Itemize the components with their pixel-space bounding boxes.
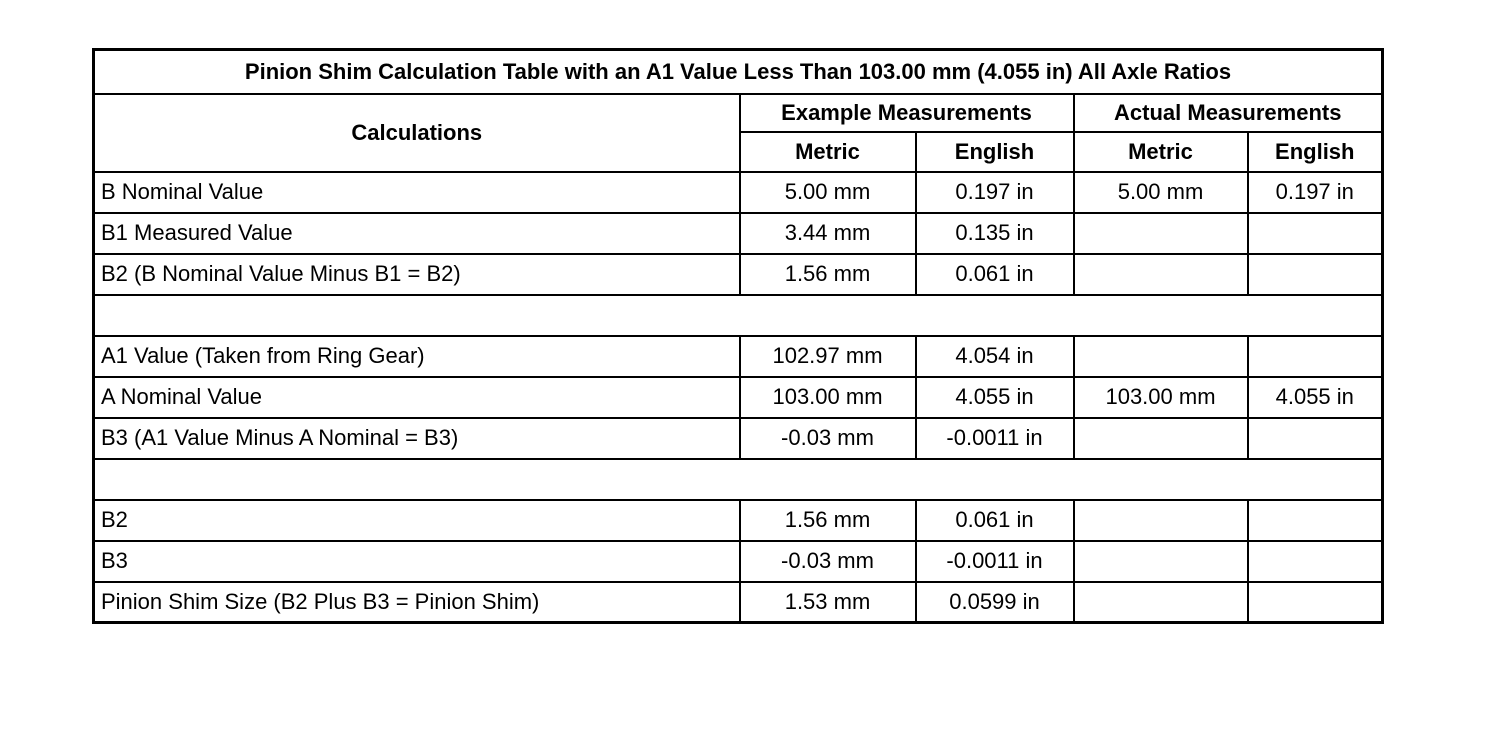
actual-english-cell bbox=[1248, 254, 1383, 295]
actual-metric-cell: 103.00 mm bbox=[1074, 377, 1248, 418]
calculations-header: Calculations bbox=[94, 94, 740, 172]
row-label: B3 (A1 Value Minus A Nominal = B3) bbox=[94, 418, 740, 459]
spacer-row bbox=[94, 295, 1383, 336]
example-metric-cell: 103.00 mm bbox=[740, 377, 916, 418]
actual-metric-cell bbox=[1074, 541, 1248, 582]
actual-english-cell bbox=[1248, 582, 1383, 623]
example-measurements-header: Example Measurements bbox=[740, 94, 1074, 132]
row-label: B3 bbox=[94, 541, 740, 582]
example-english-cell: 0.197 in bbox=[916, 172, 1074, 213]
table-row bbox=[94, 418, 1383, 459]
example-english-cell: 0.061 in bbox=[916, 254, 1074, 295]
table-row bbox=[94, 336, 1383, 377]
spacer-row bbox=[94, 459, 1383, 500]
pinion-shim-table bbox=[92, 48, 1384, 624]
table-row bbox=[94, 377, 1383, 418]
example-english-cell: 0.0599 in bbox=[916, 582, 1074, 623]
example-metric-cell: 1.56 mm bbox=[740, 254, 916, 295]
actual-english-cell bbox=[1248, 213, 1383, 254]
actual-metric-cell bbox=[1074, 500, 1248, 541]
row-label: B2 (B Nominal Value Minus B1 = B2) bbox=[94, 254, 740, 295]
actual-metric-cell bbox=[1074, 336, 1248, 377]
table-title: Pinion Shim Calculation Table with an A1 Value Less Than 103.00 mm (4.055 in) All Axle Ratios bbox=[94, 50, 1383, 94]
example-english-cell: 0.135 in bbox=[916, 213, 1074, 254]
example-metric-header: Metric bbox=[740, 132, 916, 172]
actual-metric-cell bbox=[1074, 582, 1248, 623]
example-metric-cell: 102.97 mm bbox=[740, 336, 916, 377]
actual-metric-cell bbox=[1074, 418, 1248, 459]
example-metric-cell: 1.56 mm bbox=[740, 500, 916, 541]
table-row bbox=[94, 582, 1383, 623]
actual-metric-cell bbox=[1074, 213, 1248, 254]
table-row bbox=[94, 541, 1383, 582]
actual-english-header: English bbox=[1248, 132, 1383, 172]
actual-measurements-header: Actual Measurements bbox=[1074, 94, 1383, 132]
table-row bbox=[94, 213, 1383, 254]
example-metric-cell: 3.44 mm bbox=[740, 213, 916, 254]
row-label: A1 Value (Taken from Ring Gear) bbox=[94, 336, 740, 377]
row-label: A Nominal Value bbox=[94, 377, 740, 418]
example-english-cell: -0.0011 in bbox=[916, 541, 1074, 582]
example-metric-cell: 1.53 mm bbox=[740, 582, 916, 623]
example-english-cell: -0.0011 in bbox=[916, 418, 1074, 459]
actual-english-cell bbox=[1248, 336, 1383, 377]
actual-english-cell: 0.197 in bbox=[1248, 172, 1383, 213]
row-label: B2 bbox=[94, 500, 740, 541]
actual-english-cell: 4.055 in bbox=[1248, 377, 1383, 418]
example-english-header: English bbox=[916, 132, 1074, 172]
row-label: Pinion Shim Size (B2 Plus B3 = Pinion Shim) bbox=[94, 582, 740, 623]
actual-metric-cell: 5.00 mm bbox=[1074, 172, 1248, 213]
actual-metric-header: Metric bbox=[1074, 132, 1248, 172]
table-row bbox=[94, 172, 1383, 213]
example-english-cell: 4.054 in bbox=[916, 336, 1074, 377]
actual-english-cell bbox=[1248, 541, 1383, 582]
example-metric-cell: -0.03 mm bbox=[740, 541, 916, 582]
table-row bbox=[94, 500, 1383, 541]
actual-english-cell bbox=[1248, 500, 1383, 541]
row-label: B Nominal Value bbox=[94, 172, 740, 213]
example-english-cell: 4.055 in bbox=[916, 377, 1074, 418]
row-label: B1 Measured Value bbox=[94, 213, 740, 254]
example-metric-cell: 5.00 mm bbox=[740, 172, 916, 213]
example-english-cell: 0.061 in bbox=[916, 500, 1074, 541]
example-metric-cell: -0.03 mm bbox=[740, 418, 916, 459]
actual-english-cell bbox=[1248, 418, 1383, 459]
table-row bbox=[94, 254, 1383, 295]
actual-metric-cell bbox=[1074, 254, 1248, 295]
